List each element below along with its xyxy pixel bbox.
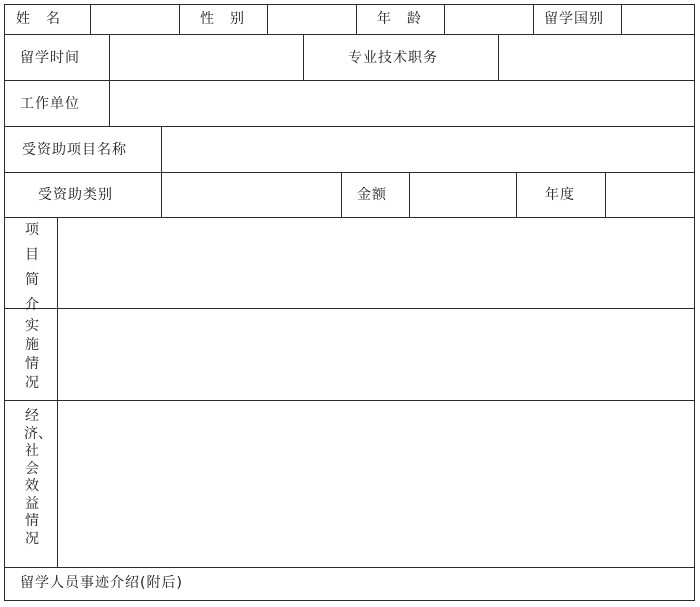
implementation-label: 实施情况: [25, 318, 39, 391]
rule: [516, 172, 517, 217]
funding-type-label: 受资助类别: [38, 187, 113, 203]
gender-label: 性 别: [200, 11, 245, 27]
funded-project-name-field[interactable]: [163, 128, 693, 171]
economic-social-benefits-field[interactable]: [59, 402, 693, 566]
study-time-field[interactable]: [111, 36, 302, 79]
rule: [179, 4, 180, 34]
rule: [4, 600, 695, 601]
age-field[interactable]: [446, 6, 532, 33]
year-label: 年度: [545, 187, 575, 203]
professional-title-label: 专业技术职务: [348, 50, 438, 66]
study-country-field[interactable]: [623, 6, 693, 33]
project-intro-field[interactable]: [59, 219, 693, 307]
funded-project-name-label: 受资助项目名称: [22, 142, 127, 158]
rule: [4, 4, 5, 601]
professional-title-field[interactable]: [500, 36, 693, 79]
study-country-label: 留学国别: [544, 11, 604, 27]
implementation-field[interactable]: [59, 310, 693, 399]
study-time-label: 留学时间: [20, 50, 80, 66]
rule: [303, 34, 304, 80]
amount-label: 金额: [357, 187, 387, 203]
rule: [694, 4, 695, 601]
rule: [356, 4, 357, 34]
age-label: 年 龄: [377, 11, 422, 27]
year-field[interactable]: [607, 174, 693, 216]
amount-field[interactable]: [411, 174, 515, 216]
rule: [4, 172, 695, 173]
funding-type-field[interactable]: [163, 174, 340, 216]
gender-field[interactable]: [269, 6, 355, 33]
project-intro-label: 项目简介: [25, 222, 39, 313]
rule: [4, 567, 695, 568]
rule: [341, 172, 342, 217]
work-unit-label: 工作单位: [20, 96, 80, 112]
economic-social-benefits-label: 经济、社会效益情况: [24, 408, 52, 547]
rule: [533, 4, 534, 34]
deeds-introduction-note: 留学人员事迹介绍(附后): [20, 575, 183, 591]
work-unit-field[interactable]: [111, 82, 693, 125]
name-label: 姓 名: [16, 11, 61, 27]
name-field[interactable]: [92, 6, 178, 33]
